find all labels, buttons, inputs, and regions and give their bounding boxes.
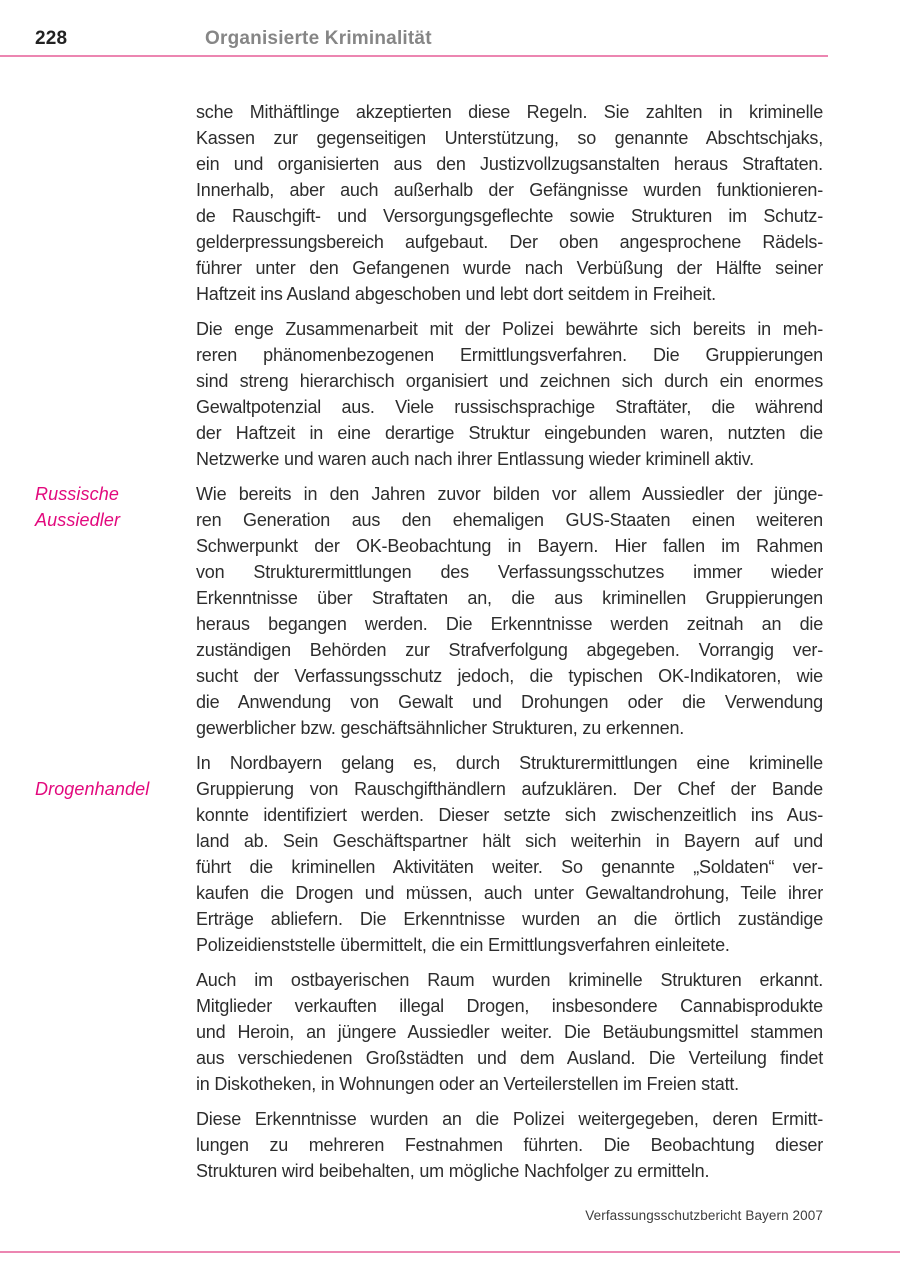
text-line: Gewaltpotenzial aus. Viele russischsprachige Straftäter, die während xyxy=(196,397,823,417)
text-line: konnte identifiziert werden. Dieser setzte sich zwischenzeitlich ins Aus- xyxy=(196,805,823,825)
text-line: führer unter den Gefangenen wurde nach Verbüßung der Hälfte seiner xyxy=(196,258,823,278)
text-line: land ab. Sein Geschäftspartner hält sich weiterhin in Bayern auf und xyxy=(196,831,823,851)
text-line: Mitglieder verkauften illegal Drogen, insbesondere Cannabisprodukte xyxy=(196,996,823,1016)
page-footer xyxy=(35,1208,823,1223)
margin-spacer xyxy=(35,99,196,307)
text-line: ren Generation aus den ehemaligen GUS-Staaten einen weiteren xyxy=(196,510,823,530)
text-line: und Heroin, an jüngere Aussiedler weiter. Die Betäubungsmittel stammen xyxy=(196,1022,823,1042)
text-line: de Rauschgift- und Versorgungsgeflechte sowie Strukturen im Schutz- xyxy=(196,206,823,226)
paragraph-text xyxy=(196,99,823,307)
text-line: zuständigen Behörden zur Strafverfolgung abgegeben. Vorrangig ver- xyxy=(196,640,823,660)
text-line: In Nordbayern gelang es, durch Strukturermittlungen eine kriminelle xyxy=(196,753,823,773)
text-line: Erträge abliefern. Die Erkenntnisse wurden an die örtlich zuständige xyxy=(196,909,823,929)
text-line: Polizeidienststelle übermittelt, die ein Ermittlungsverfahren einleitete. xyxy=(196,935,730,955)
text-line: Erkenntnisse über Straftaten an, die aus kriminellen Gruppierungen xyxy=(196,588,823,608)
chapter-title: Organisierte Kriminalität xyxy=(205,28,432,49)
page-number: 228 xyxy=(35,28,68,49)
paragraph-row xyxy=(35,967,823,1097)
text-line: heraus begangen werden. Die Erkenntnisse werden zeitnah an die xyxy=(196,614,823,634)
margin-spacer xyxy=(35,1106,196,1184)
text-line: in Diskotheken, in Wohnungen oder an Verteilerstellen im Freien statt. xyxy=(196,1074,739,1094)
paragraph-text xyxy=(196,481,823,741)
text-line: Wie bereits in den Jahren zuvor bilden vor allem Aussiedler der jünge- xyxy=(196,484,823,504)
text-line: Diese Erkenntnisse wurden an die Polizei weitergegeben, deren Ermitt- xyxy=(196,1109,823,1129)
text-line: Schwerpunkt der OK-Beobachtung in Bayern. Hier fallen im Rahmen xyxy=(196,536,823,556)
footer-rule xyxy=(0,1251,900,1253)
footer-text: Verfassungsschutzbericht Bayern 2007 xyxy=(585,1208,823,1223)
text-line: führt die kriminellen Aktivitäten weiter. So genannte „Soldaten“ ver- xyxy=(196,857,823,877)
text-line: aus verschiedenen Großstädten und dem Ausland. Die Verteilung findet xyxy=(196,1048,823,1068)
text-line: lungen zu mehreren Festnahmen führten. Die Beobachtung dieser xyxy=(196,1135,823,1155)
margin-label-line: Aussiedler xyxy=(35,510,121,530)
paragraph-row xyxy=(35,481,823,741)
text-line: Strukturen wird beibehalten, um mögliche Nachfolger zu ermitteln. xyxy=(196,1161,710,1181)
text-line: Haftzeit ins Ausland abgeschoben und lebt dort seitdem in Freiheit. xyxy=(196,284,716,304)
text-line: kaufen die Drogen und müssen, auch unter Gewaltandrohung, Teile ihrer xyxy=(196,883,823,903)
paragraph-row xyxy=(35,1106,823,1184)
text-line: sucht der Verfassungsschutz jedoch, die typischen OK-Indikatoren, wie xyxy=(196,666,823,686)
text-line: Die enge Zusammenarbeit mit der Polizei bewährte sich bereits in meh- xyxy=(196,319,823,339)
paragraph-row xyxy=(35,750,823,958)
paragraph-text xyxy=(196,967,823,1097)
header-rule xyxy=(0,55,828,57)
margin-label xyxy=(35,481,196,741)
text-line: Innerhalb, aber auch außerhalb der Gefängnisse wurden funktionieren- xyxy=(196,180,823,200)
text-line: die Anwendung von Gewalt und Drohungen oder die Verwendung xyxy=(196,692,823,712)
margin-label-line: Drogenhandel xyxy=(35,779,150,799)
text-line: Auch im ostbayerischen Raum wurden kriminelle Strukturen erkannt. xyxy=(196,970,823,990)
margin-spacer xyxy=(35,967,196,1097)
text-line: gelderpressungsbereich aufgebaut. Der oben angesprochene Rädels- xyxy=(196,232,823,252)
text-line: Netzwerke und waren auch nach ihrer Entlassung wieder kriminell aktiv. xyxy=(196,449,754,469)
paragraph-row xyxy=(35,99,823,307)
paragraph-row xyxy=(35,316,823,472)
margin-spacer xyxy=(35,316,196,472)
text-line: Kassen zur gegenseitigen Unterstützung, so genannte Abschtschjaks, xyxy=(196,128,823,148)
margin-label-line: Russische xyxy=(35,484,119,504)
margin-label xyxy=(35,750,196,958)
text-line: ein und organisierten aus den Justizvollzugsanstalten heraus Straftaten. xyxy=(196,154,823,174)
page-body xyxy=(35,99,823,1193)
text-line: sind streng hierarchisch organisiert und zeichnen sich durch ein enormes xyxy=(196,371,823,391)
text-line: der Haftzeit in eine derartige Struktur eingebunden waren, nutzten die xyxy=(196,423,823,443)
paragraph-text xyxy=(196,316,823,472)
text-line: Gruppierung von Rauschgifthändlern aufzuklären. Der Chef der Bande xyxy=(196,779,823,799)
text-line: von Strukturermittlungen des Verfassungsschutzes immer wieder xyxy=(196,562,823,582)
paragraph-text xyxy=(196,1106,823,1184)
text-line: sche Mithäftlinge akzeptierten diese Regeln. Sie zahlten in kriminelle xyxy=(196,102,823,122)
paragraph-text xyxy=(196,750,823,958)
page-header xyxy=(0,28,900,54)
text-line: reren phänomenbezogenen Ermittlungsverfahren. Die Gruppierungen xyxy=(196,345,823,365)
text-line: gewerblicher bzw. geschäftsähnlicher Strukturen, zu erkennen. xyxy=(196,718,685,738)
